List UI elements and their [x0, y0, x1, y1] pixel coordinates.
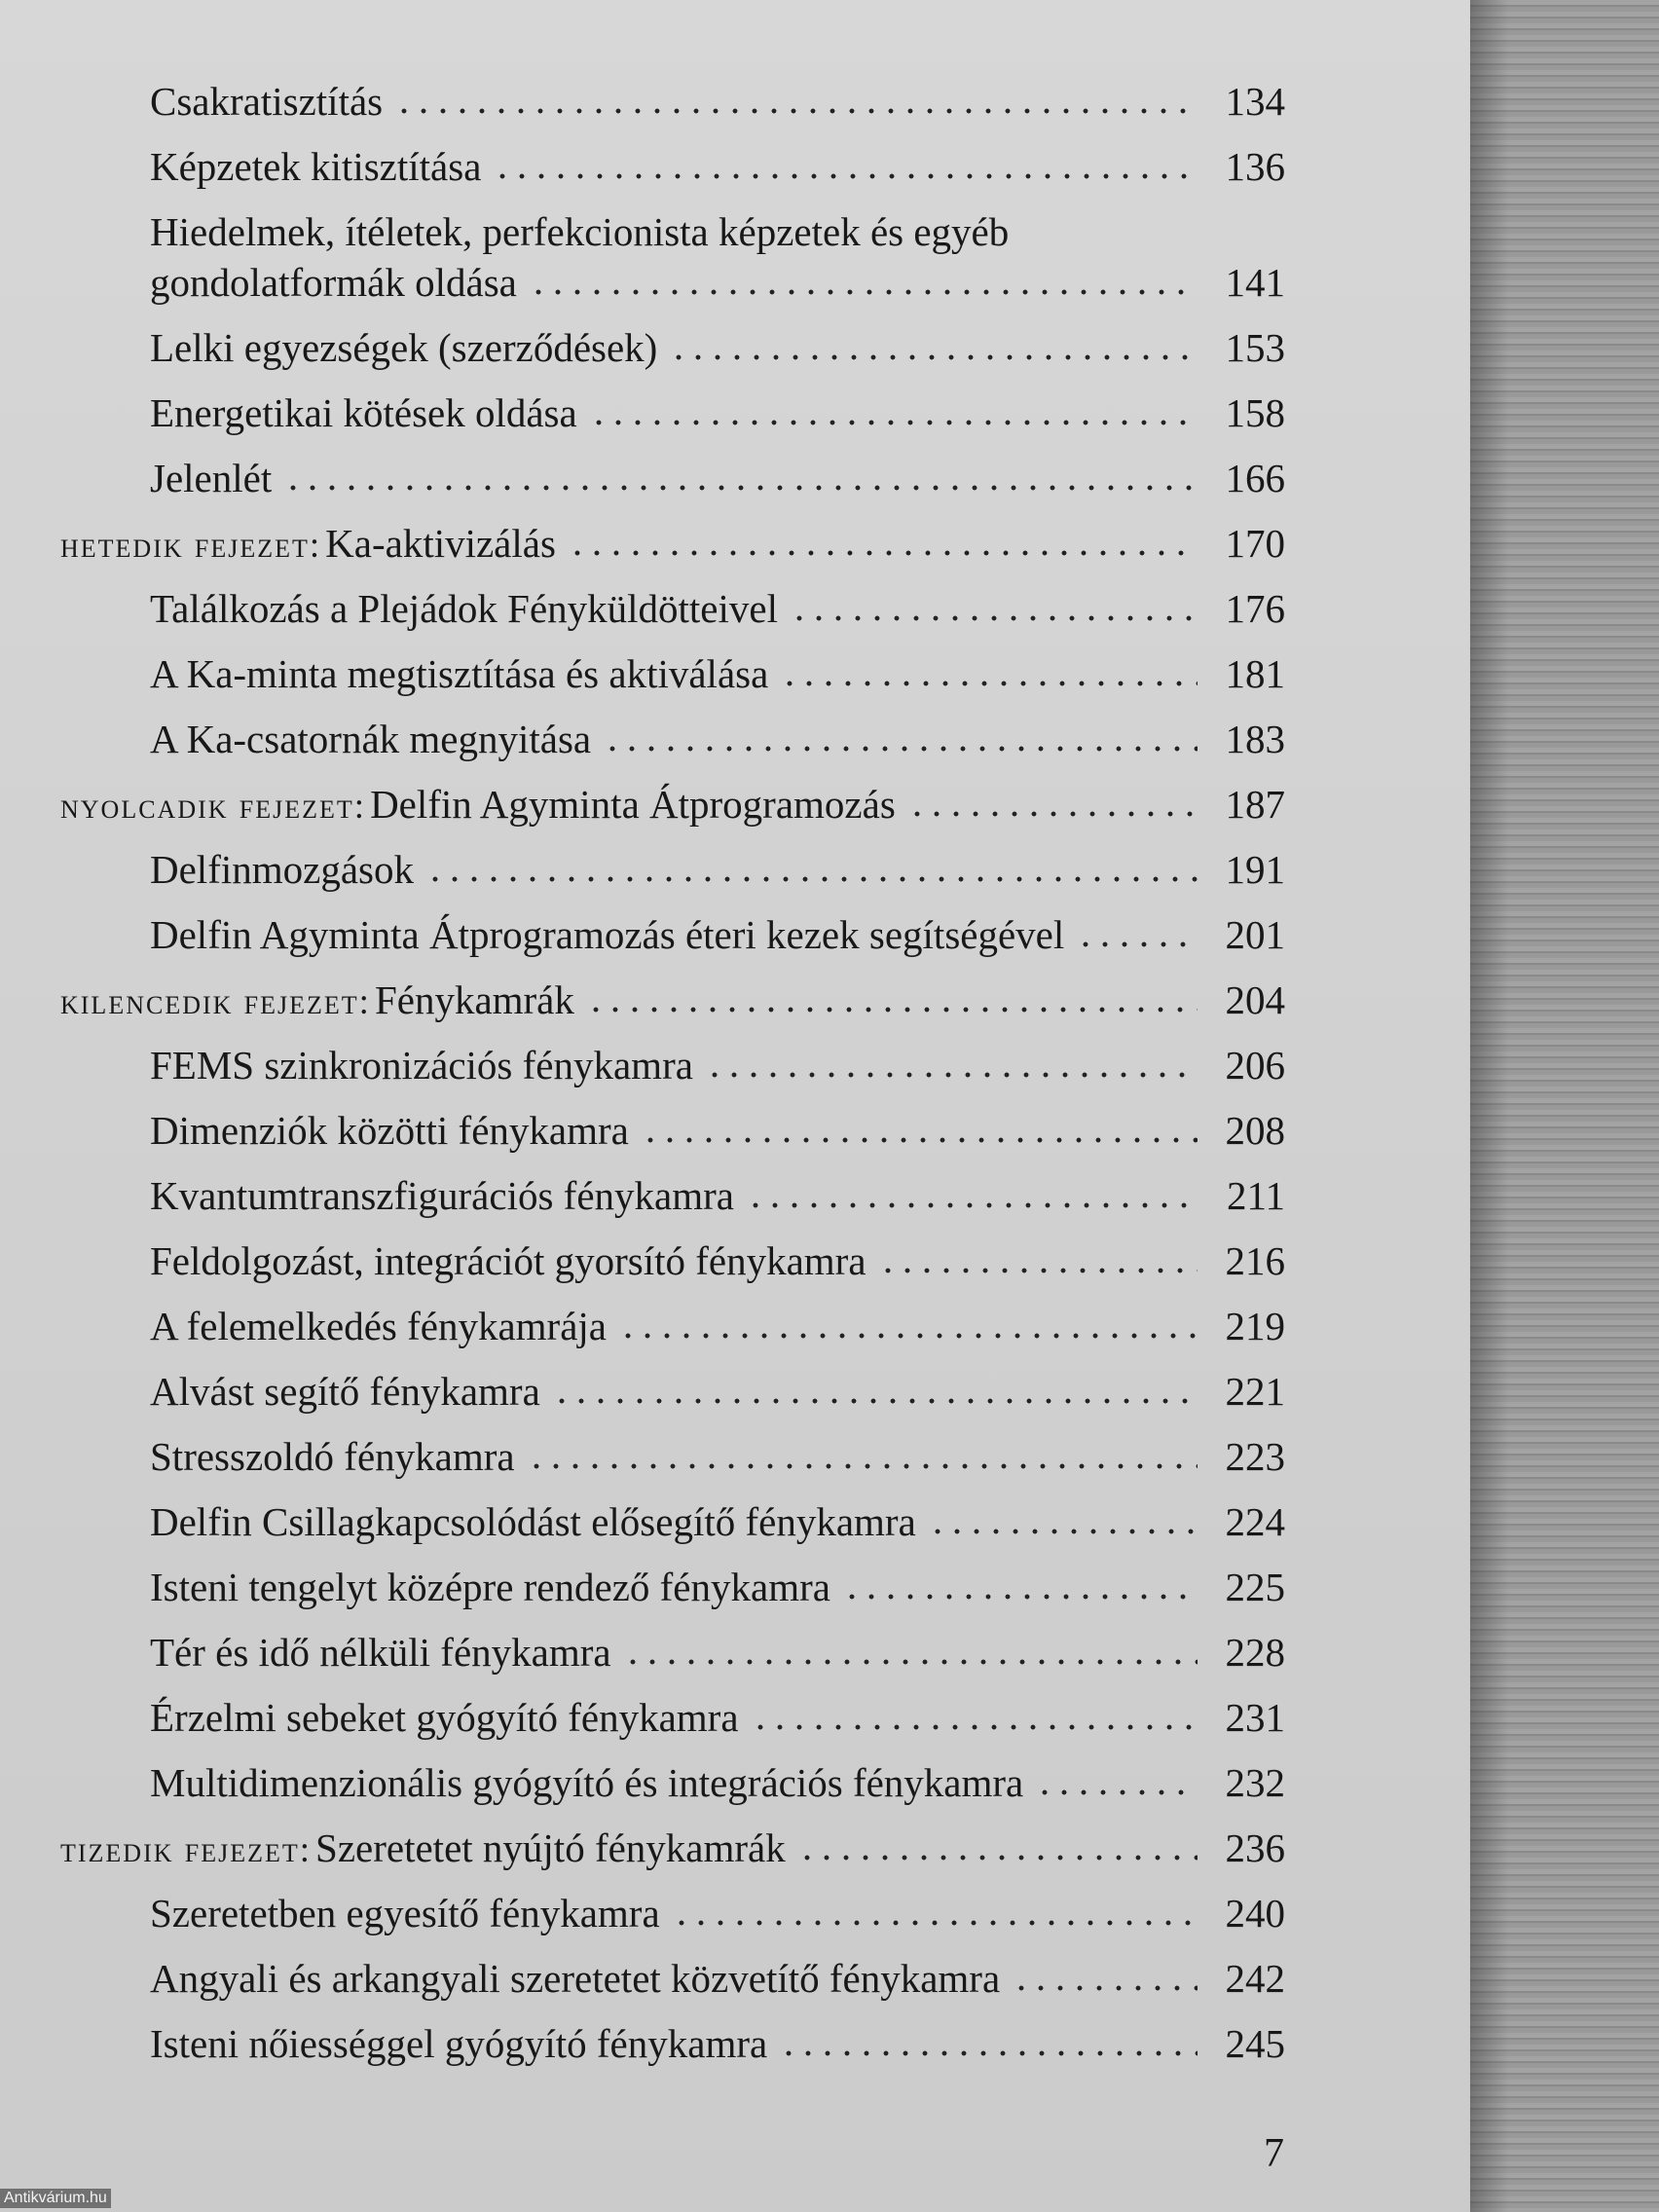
toc-entry-page: 170	[1225, 520, 1285, 566]
watermark: Antikvárium.hu	[0, 2189, 111, 2208]
dot-leader	[705, 1050, 1198, 1079]
toc-entry	[150, 583, 1285, 634]
toc-entry-page: 228	[1225, 1629, 1285, 1675]
toc-entry	[150, 1757, 1285, 1808]
toc-entry-page: 236	[1225, 1825, 1285, 1870]
dot-leader	[603, 723, 1198, 753]
toc-entry	[150, 1562, 1285, 1612]
dot-leader	[746, 1180, 1198, 1209]
toc-entry-page: 181	[1225, 650, 1285, 696]
toc-entry-title: gondolatformák oldása	[150, 260, 517, 305]
dot-leader	[586, 984, 1198, 1014]
toc-entry-title: Képzetek kitisztítása	[150, 144, 482, 189]
dot-leader	[878, 1245, 1198, 1274]
dot-leader	[493, 151, 1198, 180]
dot-leader	[1076, 919, 1198, 948]
dot-leader	[672, 1898, 1198, 1927]
toc-entry	[150, 1301, 1285, 1351]
toc-entry	[150, 206, 1285, 308]
toc-entry-page: 225	[1225, 1564, 1285, 1609]
toc-entry-title: Jelenlét	[150, 455, 273, 500]
dot-leader	[283, 462, 1198, 492]
toc-entry-title: Kvantumtranszfigurációs fénykamra	[150, 1172, 734, 1218]
toc-entry-page: 240	[1225, 1890, 1285, 1936]
toc-entry	[150, 648, 1285, 699]
page-number: 7	[1264, 2131, 1284, 2176]
toc-entry-page: 191	[1225, 846, 1285, 892]
toc-entry-page: 224	[1225, 1498, 1285, 1544]
toc-entry	[150, 909, 1285, 960]
toc-entry-title: Csakratisztítás	[150, 79, 384, 124]
toc-entry-title: Dimenziók közötti fénykamra	[150, 1107, 629, 1153]
dot-leader	[779, 2028, 1198, 2057]
toc-entry-page: 232	[1225, 1759, 1285, 1805]
dot-leader	[552, 1376, 1198, 1405]
chapter-label: tizedik fejezet:	[60, 1829, 313, 1870]
dot-leader	[618, 1310, 1198, 1340]
dot-leader	[907, 789, 1198, 818]
toc-entry-page: 242	[1225, 1955, 1285, 2001]
toc-entry-page: 158	[1225, 389, 1285, 435]
dot-leader	[425, 854, 1198, 883]
dot-leader	[1035, 1767, 1198, 1796]
toc-entry-title: Szeretetben egyesítő fénykamra	[150, 1890, 660, 1936]
toc-entry-title: Fénykamrák	[374, 977, 574, 1022]
toc-entry-title: Isteni nőiességgel gyógyító fénykamra	[150, 2020, 768, 2066]
toc-entry-title: Tér és idő nélküli fénykamra	[150, 1629, 611, 1675]
dot-leader	[669, 332, 1198, 361]
toc-entry-title: Delfinmozgások	[150, 846, 414, 892]
toc-entry	[150, 141, 1285, 192]
dot-leader	[527, 1441, 1198, 1470]
toc-entry	[150, 2018, 1285, 2069]
toc-entry	[150, 1953, 1285, 2004]
toc-entry-title: Stresszoldó fénykamra	[150, 1433, 515, 1479]
toc-entry-page: 136	[1225, 144, 1285, 189]
dot-leader	[529, 267, 1198, 296]
toc-entry	[150, 1105, 1285, 1156]
page-edge-shadow	[1470, 0, 1509, 2212]
dot-leader	[1012, 1963, 1198, 1992]
dot-leader	[790, 593, 1198, 622]
toc-entry-title: A felemelkedés fénykamrája	[150, 1303, 607, 1348]
toc-entry	[150, 322, 1285, 373]
toc-entry	[150, 714, 1285, 764]
toc-entry-title: Hiedelmek, ítéletek, perfekcionista képzetek és egyéb	[150, 209, 1010, 254]
toc-entry-title: Angyali és arkangyali szeretetet közvetítő fénykamra	[150, 1955, 1001, 2001]
toc-entry-title: Érzelmi sebeket gyógyító fénykamra	[150, 1694, 739, 1740]
toc-entry	[150, 1692, 1285, 1743]
toc-entry-page: 204	[1225, 977, 1285, 1022]
toc-entry-title: Delfin Agyminta Átprogramozás	[370, 781, 896, 827]
toc-entry	[150, 1040, 1285, 1090]
dot-leader	[589, 397, 1198, 426]
chapter-label: kilencedik fejezet:	[60, 981, 371, 1022]
toc-entry-page: 231	[1225, 1694, 1285, 1740]
toc-entry-title: A Ka-csatornák megnyitása	[150, 716, 592, 761]
chapter-label: hetedik fejezet:	[60, 525, 322, 566]
toc-entry-page: 187	[1225, 781, 1285, 827]
toc-entry	[150, 387, 1285, 438]
toc-entry-page: 183	[1225, 716, 1285, 761]
dot-leader	[568, 528, 1198, 557]
toc-entry-page: 219	[1225, 1303, 1285, 1348]
toc-entry-continuation	[150, 257, 1285, 308]
toc-chapter	[60, 518, 1285, 571]
toc-entry	[150, 76, 1285, 127]
toc-entry-title: Alvást segítő fénykamra	[150, 1368, 540, 1414]
toc-entry-page: 221	[1225, 1368, 1285, 1414]
toc-entry-title: Delfin Agyminta Átprogramozás éteri kezek segítségével	[150, 911, 1065, 957]
toc-entry-title: A Ka-minta megtisztítása és aktiválása	[150, 650, 769, 696]
dot-leader	[928, 1506, 1198, 1535]
toc-entry-title: Szeretetet nyújtó fénykamrák	[315, 1825, 786, 1870]
toc-entry-title: Delfin Csillagkapcsolódást elősegítő fénykamra	[150, 1498, 916, 1544]
toc-entry-page: 141	[1225, 260, 1285, 305]
toc-entry-page: 206	[1225, 1042, 1285, 1088]
dot-leader	[842, 1571, 1198, 1601]
dot-leader	[780, 658, 1198, 687]
toc-chapter	[60, 1823, 1285, 1876]
toc-entry-title: Energetikai kötések oldása	[150, 389, 577, 435]
toc-entry	[150, 1235, 1285, 1286]
toc-entry	[150, 1366, 1285, 1417]
toc-entry	[150, 1496, 1285, 1547]
toc-entry-title: Találkozás a Plejádok Fényküldötteivel	[150, 585, 778, 631]
toc-entry	[150, 1627, 1285, 1677]
chapter-label: nyolcadik fejezet:	[60, 786, 367, 827]
dot-leader	[797, 1832, 1198, 1862]
toc-entry	[150, 453, 1285, 503]
toc-entry-title: Isteni tengelyt középre rendező fénykamra	[150, 1564, 830, 1609]
toc-entry	[150, 1888, 1285, 1938]
toc-entry-page: 176	[1225, 585, 1285, 631]
toc-chapter	[60, 779, 1285, 832]
toc-entry-page: 211	[1227, 1172, 1285, 1218]
toc-entry-page: 166	[1225, 455, 1285, 500]
toc-chapter	[60, 975, 1285, 1028]
toc-entry-page: 134	[1225, 79, 1285, 124]
toc-entry-page: 208	[1225, 1107, 1285, 1153]
toc-entry-title: Feldolgozást, integrációt gyorsító fénykamra	[150, 1237, 866, 1283]
toc-entry	[150, 1431, 1285, 1482]
toc-entry	[150, 1170, 1285, 1221]
toc-entry-title: Ka-aktivizálás	[325, 520, 556, 566]
toc-entry-page: 201	[1225, 911, 1285, 957]
dot-leader	[641, 1115, 1198, 1144]
toc-entry-page: 153	[1225, 324, 1285, 370]
toc-entry-title: FEMS szinkronizációs fénykamra	[150, 1042, 693, 1088]
toc-entry-page: 245	[1225, 2020, 1285, 2066]
dot-leader	[394, 86, 1198, 115]
dot-leader	[623, 1637, 1198, 1666]
toc-entry-title: Lelki egyezségek (szerződések)	[150, 324, 658, 370]
toc-entry-page: 216	[1225, 1237, 1285, 1283]
toc-entry-title: Multidimenzionális gyógyító és integrációs fénykamra	[150, 1759, 1024, 1805]
dot-leader	[751, 1702, 1198, 1731]
toc-entry-page: 223	[1225, 1433, 1285, 1479]
toc-entry	[150, 844, 1285, 895]
